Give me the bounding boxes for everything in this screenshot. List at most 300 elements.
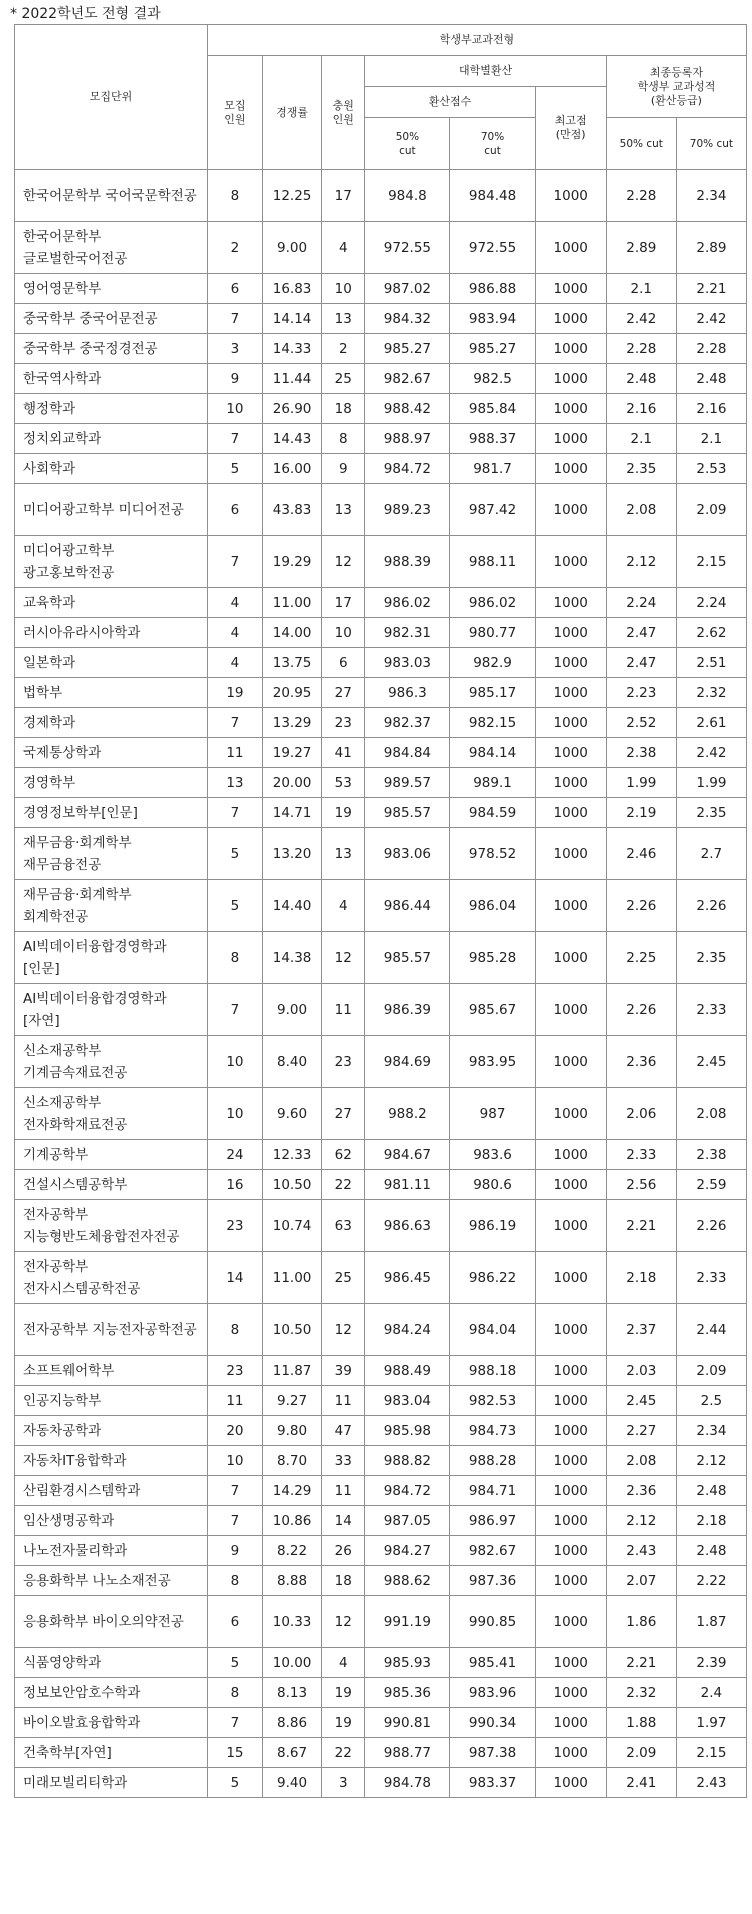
score70-cell: 989.1: [450, 768, 535, 798]
table-caption: * 2022학년도 전형 결과: [10, 6, 161, 22]
unit-cell: 재무금융·회계학부 재무금융전공: [15, 828, 208, 880]
max-cell: 1000: [535, 1170, 606, 1200]
unit-cell: 국제통상학과: [15, 738, 208, 768]
ratio-cell: 8.13: [262, 1678, 321, 1708]
unit-cell: 중국학부 중국정경전공: [15, 334, 208, 364]
grade70-cell: 2.26: [676, 880, 746, 932]
unit-cell: 바이오발효융합학과: [15, 1708, 208, 1738]
waitlist-cell: 19: [322, 798, 365, 828]
ratio-cell: 9.00: [262, 222, 321, 274]
ratio-cell: 13.20: [262, 828, 321, 880]
max-cell: 1000: [535, 1678, 606, 1708]
score70-cell: 984.48: [450, 170, 535, 222]
grade50-cell: 2.52: [606, 708, 676, 738]
ratio-cell: 8.67: [262, 1738, 321, 1768]
unit-cell: 미디어광고학부 미디어전공: [15, 484, 208, 536]
waitlist-cell: 63: [322, 1200, 365, 1252]
ratio-cell: 8.86: [262, 1708, 321, 1738]
max-cell: 1000: [535, 1738, 606, 1768]
max-cell: 1000: [535, 304, 606, 334]
table-row: [15, 484, 747, 536]
max-cell: 1000: [535, 222, 606, 274]
ratio-cell: 10.00: [262, 1648, 321, 1678]
unit-cell: 미디어광고학부 광고홍보학전공: [15, 536, 208, 588]
waitlist-cell: 53: [322, 768, 365, 798]
grade50-cell: 2.12: [606, 536, 676, 588]
max-cell: 1000: [535, 1648, 606, 1678]
header-univ-conv: 대학별환산: [365, 56, 606, 87]
grade50-cell: 2.18: [606, 1252, 676, 1304]
grade70-cell: 2.34: [676, 1416, 746, 1446]
ratio-cell: 11.00: [262, 1252, 321, 1304]
waitlist-cell: 17: [322, 588, 365, 618]
score70-cell: 986.19: [450, 1200, 535, 1252]
score50-cell: 986.63: [365, 1200, 450, 1252]
grade70-cell: 2.33: [676, 1252, 746, 1304]
ratio-cell: 19.29: [262, 536, 321, 588]
grade70-cell: 2.21: [676, 274, 746, 304]
grade70-cell: 2.48: [676, 364, 746, 394]
grade70-cell: 2.18: [676, 1506, 746, 1536]
ratio-cell: 14.71: [262, 798, 321, 828]
score70-cell: 983.37: [450, 1768, 535, 1798]
score70-cell: 982.9: [450, 648, 535, 678]
waitlist-cell: 18: [322, 394, 365, 424]
quota-cell: 4: [207, 588, 262, 618]
header-cut50: 50% cut: [365, 118, 450, 170]
table-row: [15, 984, 747, 1036]
ratio-cell: 9.40: [262, 1768, 321, 1798]
table-row: [15, 1566, 747, 1596]
grade50-cell: 2.89: [606, 222, 676, 274]
ratio-cell: 11.87: [262, 1356, 321, 1386]
score70-cell: 981.7: [450, 454, 535, 484]
score50-cell: 981.11: [365, 1170, 450, 1200]
ratio-cell: 14.33: [262, 334, 321, 364]
grade50-cell: 2.03: [606, 1356, 676, 1386]
grade70-cell: 1.99: [676, 768, 746, 798]
grade50-cell: 2.24: [606, 588, 676, 618]
grade50-cell: 2.45: [606, 1386, 676, 1416]
ratio-cell: 14.40: [262, 880, 321, 932]
waitlist-cell: 19: [322, 1678, 365, 1708]
score70-cell: 986.04: [450, 880, 535, 932]
table-row: [15, 1506, 747, 1536]
table-row: [15, 536, 747, 588]
quota-cell: 15: [207, 1738, 262, 1768]
grade70-cell: 2.09: [676, 484, 746, 536]
ratio-cell: 14.43: [262, 424, 321, 454]
header-final: 최종등록자 학생부 교과성적 (환산등급): [606, 56, 746, 118]
waitlist-cell: 12: [322, 1596, 365, 1648]
grade70-cell: 2.51: [676, 648, 746, 678]
grade50-cell: 2.47: [606, 648, 676, 678]
grade50-cell: 2.37: [606, 1304, 676, 1356]
waitlist-cell: 4: [322, 1648, 365, 1678]
grade50-cell: 2.06: [606, 1088, 676, 1140]
table-row: [15, 1088, 747, 1140]
unit-cell: 한국어문학부 글로벌한국어전공: [15, 222, 208, 274]
score70-cell: 984.59: [450, 798, 535, 828]
ratio-cell: 26.90: [262, 394, 321, 424]
max-cell: 1000: [535, 424, 606, 454]
score50-cell: 987.02: [365, 274, 450, 304]
unit-cell: 인공지능학부: [15, 1386, 208, 1416]
table-body: [15, 170, 747, 1798]
waitlist-cell: 3: [322, 1768, 365, 1798]
table-header: [15, 25, 747, 170]
score50-cell: 984.24: [365, 1304, 450, 1356]
waitlist-cell: 13: [322, 304, 365, 334]
unit-cell: 전자공학부 지능형반도체융합전자전공: [15, 1200, 208, 1252]
score50-cell: 985.27: [365, 334, 450, 364]
grade50-cell: 1.99: [606, 768, 676, 798]
unit-cell: 나노전자물리학과: [15, 1536, 208, 1566]
grade50-cell: 2.43: [606, 1536, 676, 1566]
grade50-cell: 1.86: [606, 1596, 676, 1648]
score70-cell: 983.95: [450, 1036, 535, 1088]
score50-cell: 984.72: [365, 454, 450, 484]
quota-cell: 8: [207, 932, 262, 984]
waitlist-cell: 11: [322, 1386, 365, 1416]
ratio-cell: 10.33: [262, 1596, 321, 1648]
ratio-cell: 8.88: [262, 1566, 321, 1596]
unit-cell: 자동차공학과: [15, 1416, 208, 1446]
unit-cell: 산림환경시스템학과: [15, 1476, 208, 1506]
table-row: [15, 932, 747, 984]
score70-cell: 988.11: [450, 536, 535, 588]
waitlist-cell: 39: [322, 1356, 365, 1386]
score70-cell: 986.97: [450, 1506, 535, 1536]
unit-cell: 전자공학부 지능전자공학전공: [15, 1304, 208, 1356]
score50-cell: 988.62: [365, 1566, 450, 1596]
unit-cell: 건축학부[자연]: [15, 1738, 208, 1768]
score50-cell: 988.77: [365, 1738, 450, 1768]
ratio-cell: 8.70: [262, 1446, 321, 1476]
table-row: [15, 1738, 747, 1768]
score50-cell: 986.45: [365, 1252, 450, 1304]
ratio-cell: 12.33: [262, 1140, 321, 1170]
quota-cell: 10: [207, 1036, 262, 1088]
ratio-cell: 8.40: [262, 1036, 321, 1088]
score70-cell: 990.34: [450, 1708, 535, 1738]
waitlist-cell: 14: [322, 1506, 365, 1536]
unit-cell: 미래모빌리티학과: [15, 1768, 208, 1798]
waitlist-cell: 33: [322, 1446, 365, 1476]
quota-cell: 5: [207, 1768, 262, 1798]
ratio-cell: 13.29: [262, 708, 321, 738]
table-row: [15, 1200, 747, 1252]
grade70-cell: 2.35: [676, 932, 746, 984]
unit-cell: 중국학부 중국어문전공: [15, 304, 208, 334]
max-cell: 1000: [535, 984, 606, 1036]
max-cell: 1000: [535, 536, 606, 588]
unit-cell: 정치외교학과: [15, 424, 208, 454]
quota-cell: 13: [207, 768, 262, 798]
grade50-cell: 1.88: [606, 1708, 676, 1738]
table-row: [15, 1140, 747, 1170]
unit-cell: 신소재공학부 기계금속재료전공: [15, 1036, 208, 1088]
ratio-cell: 14.00: [262, 618, 321, 648]
ratio-cell: 10.50: [262, 1304, 321, 1356]
score50-cell: 987.05: [365, 1506, 450, 1536]
grade50-cell: 2.19: [606, 798, 676, 828]
max-cell: 1000: [535, 454, 606, 484]
max-cell: 1000: [535, 1536, 606, 1566]
max-cell: 1000: [535, 364, 606, 394]
score50-cell: 988.39: [365, 536, 450, 588]
unit-cell: 러시아유라시아학과: [15, 618, 208, 648]
score50-cell: 972.55: [365, 222, 450, 274]
quota-cell: 9: [207, 364, 262, 394]
waitlist-cell: 62: [322, 1140, 365, 1170]
score70-cell: 985.41: [450, 1648, 535, 1678]
max-cell: 1000: [535, 1476, 606, 1506]
grade70-cell: 2.1: [676, 424, 746, 454]
max-cell: 1000: [535, 1768, 606, 1798]
ratio-cell: 12.25: [262, 170, 321, 222]
quota-cell: 10: [207, 1446, 262, 1476]
ratio-cell: 14.38: [262, 932, 321, 984]
max-cell: 1000: [535, 170, 606, 222]
waitlist-cell: 10: [322, 618, 365, 648]
grade50-cell: 2.28: [606, 170, 676, 222]
grade70-cell: 2.32: [676, 678, 746, 708]
grade50-cell: 2.21: [606, 1200, 676, 1252]
unit-cell: 임산생명공학과: [15, 1506, 208, 1536]
quota-cell: 23: [207, 1200, 262, 1252]
table-row: [15, 588, 747, 618]
unit-cell: 신소재공학부 전자화학재료전공: [15, 1088, 208, 1140]
score70-cell: 980.77: [450, 618, 535, 648]
ratio-cell: 19.27: [262, 738, 321, 768]
table-row: [15, 274, 747, 304]
grade50-cell: 2.35: [606, 454, 676, 484]
score50-cell: 990.81: [365, 1708, 450, 1738]
waitlist-cell: 4: [322, 880, 365, 932]
unit-cell: 소프트웨어학부: [15, 1356, 208, 1386]
grade50-cell: 2.47: [606, 618, 676, 648]
table-row: [15, 1304, 747, 1356]
waitlist-cell: 12: [322, 536, 365, 588]
score50-cell: 982.37: [365, 708, 450, 738]
max-cell: 1000: [535, 1386, 606, 1416]
ratio-cell: 9.27: [262, 1386, 321, 1416]
grade70-cell: 2.43: [676, 1768, 746, 1798]
quota-cell: 7: [207, 1506, 262, 1536]
unit-cell: 정보보안암호수학과: [15, 1678, 208, 1708]
quota-cell: 4: [207, 648, 262, 678]
ratio-cell: 10.74: [262, 1200, 321, 1252]
table-row: [15, 828, 747, 880]
score70-cell: 984.71: [450, 1476, 535, 1506]
waitlist-cell: 25: [322, 364, 365, 394]
ratio-cell: 14.29: [262, 1476, 321, 1506]
table-row: [15, 334, 747, 364]
waitlist-cell: 11: [322, 984, 365, 1036]
waitlist-cell: 11: [322, 1476, 365, 1506]
max-cell: 1000: [535, 1304, 606, 1356]
max-cell: 1000: [535, 394, 606, 424]
score70-cell: 985.84: [450, 394, 535, 424]
quota-cell: 20: [207, 1416, 262, 1446]
quota-cell: 7: [207, 304, 262, 334]
table-row: [15, 1446, 747, 1476]
grade50-cell: 2.27: [606, 1416, 676, 1446]
grade50-cell: 2.25: [606, 932, 676, 984]
score70-cell: 988.28: [450, 1446, 535, 1476]
table-row: [15, 1036, 747, 1088]
ratio-cell: 16.00: [262, 454, 321, 484]
max-cell: 1000: [535, 1036, 606, 1088]
waitlist-cell: 2: [322, 334, 365, 364]
unit-cell: 기계공학부: [15, 1140, 208, 1170]
header-cut70: 70% cut: [450, 118, 535, 170]
unit-cell: 사회학과: [15, 454, 208, 484]
header-quota: 모집 인원: [207, 56, 262, 170]
waitlist-cell: 12: [322, 932, 365, 984]
score70-cell: 982.67: [450, 1536, 535, 1566]
header-max: 최고점 (만점): [535, 87, 606, 170]
waitlist-cell: 19: [322, 1708, 365, 1738]
table-row: [15, 170, 747, 222]
grade70-cell: 2.39: [676, 1648, 746, 1678]
grade50-cell: 2.36: [606, 1036, 676, 1088]
unit-cell: 전자공학부 전자시스템공학전공: [15, 1252, 208, 1304]
header-ratio: 경쟁률: [262, 56, 321, 170]
table-row: [15, 1476, 747, 1506]
score70-cell: 972.55: [450, 222, 535, 274]
waitlist-cell: 47: [322, 1416, 365, 1446]
grade70-cell: 2.12: [676, 1446, 746, 1476]
table-row: [15, 798, 747, 828]
table-row: [15, 394, 747, 424]
grade50-cell: 2.07: [606, 1566, 676, 1596]
grade70-cell: 2.28: [676, 334, 746, 364]
grade50-cell: 2.56: [606, 1170, 676, 1200]
waitlist-cell: 25: [322, 1252, 365, 1304]
table-row: [15, 1536, 747, 1566]
grade70-cell: 2.16: [676, 394, 746, 424]
score70-cell: 983.6: [450, 1140, 535, 1170]
score50-cell: 986.02: [365, 588, 450, 618]
max-cell: 1000: [535, 334, 606, 364]
table-row: [15, 738, 747, 768]
ratio-cell: 13.75: [262, 648, 321, 678]
score50-cell: 984.84: [365, 738, 450, 768]
waitlist-cell: 22: [322, 1170, 365, 1200]
score70-cell: 990.85: [450, 1596, 535, 1648]
ratio-cell: 10.50: [262, 1170, 321, 1200]
score50-cell: 984.27: [365, 1536, 450, 1566]
score50-cell: 984.8: [365, 170, 450, 222]
max-cell: 1000: [535, 932, 606, 984]
quota-cell: 19: [207, 678, 262, 708]
waitlist-cell: 13: [322, 828, 365, 880]
grade70-cell: 2.35: [676, 798, 746, 828]
unit-cell: AI빅데이터융합경영학과[인문]: [15, 932, 208, 984]
unit-cell: AI빅데이터융합경영학과[자연]: [15, 984, 208, 1036]
max-cell: 1000: [535, 274, 606, 304]
grade70-cell: 2.48: [676, 1476, 746, 1506]
ratio-cell: 11.44: [262, 364, 321, 394]
grade50-cell: 2.21: [606, 1648, 676, 1678]
grade70-cell: 2.4: [676, 1678, 746, 1708]
waitlist-cell: 8: [322, 424, 365, 454]
score50-cell: 991.19: [365, 1596, 450, 1648]
max-cell: 1000: [535, 1708, 606, 1738]
grade50-cell: 2.09: [606, 1738, 676, 1768]
max-cell: 1000: [535, 708, 606, 738]
unit-cell: 경영학부: [15, 768, 208, 798]
quota-cell: 7: [207, 536, 262, 588]
unit-cell: 영어영문학부: [15, 274, 208, 304]
ratio-cell: 9.60: [262, 1088, 321, 1140]
grade70-cell: 2.62: [676, 618, 746, 648]
grade70-cell: 2.09: [676, 1356, 746, 1386]
grade70-cell: 2.15: [676, 536, 746, 588]
unit-cell: 일본학과: [15, 648, 208, 678]
table-row: [15, 1386, 747, 1416]
score50-cell: 988.97: [365, 424, 450, 454]
grade50-cell: 2.1: [606, 424, 676, 454]
quota-cell: 7: [207, 708, 262, 738]
quota-cell: 5: [207, 454, 262, 484]
unit-cell: 자동차IT융합학과: [15, 1446, 208, 1476]
table-row: [15, 1416, 747, 1446]
grade70-cell: 2.5: [676, 1386, 746, 1416]
table-row: [15, 708, 747, 738]
max-cell: 1000: [535, 1356, 606, 1386]
score70-cell: 982.15: [450, 708, 535, 738]
quota-cell: 8: [207, 1304, 262, 1356]
quota-cell: 11: [207, 1386, 262, 1416]
table-row: [15, 648, 747, 678]
quota-cell: 2: [207, 222, 262, 274]
table-row: [15, 880, 747, 932]
score50-cell: 988.82: [365, 1446, 450, 1476]
max-cell: 1000: [535, 1506, 606, 1536]
score50-cell: 984.72: [365, 1476, 450, 1506]
score70-cell: 985.17: [450, 678, 535, 708]
grade70-cell: 2.59: [676, 1170, 746, 1200]
max-cell: 1000: [535, 768, 606, 798]
table-row: [15, 454, 747, 484]
ratio-cell: 9.80: [262, 1416, 321, 1446]
quota-cell: 8: [207, 1566, 262, 1596]
table-row: [15, 1768, 747, 1798]
grade50-cell: 2.41: [606, 1768, 676, 1798]
table-row: [15, 1648, 747, 1678]
waitlist-cell: 27: [322, 1088, 365, 1140]
max-cell: 1000: [535, 828, 606, 880]
header-unit: 모집단위: [15, 25, 208, 170]
quota-cell: 7: [207, 984, 262, 1036]
score50-cell: 983.06: [365, 828, 450, 880]
table-row: [15, 1678, 747, 1708]
grade70-cell: 2.08: [676, 1088, 746, 1140]
quota-cell: 14: [207, 1252, 262, 1304]
score50-cell: 986.39: [365, 984, 450, 1036]
table-row: [15, 222, 747, 274]
waitlist-cell: 26: [322, 1536, 365, 1566]
max-cell: 1000: [535, 1446, 606, 1476]
score50-cell: 989.57: [365, 768, 450, 798]
max-cell: 1000: [535, 678, 606, 708]
quota-cell: 10: [207, 394, 262, 424]
grade50-cell: 2.48: [606, 364, 676, 394]
grade70-cell: 2.34: [676, 170, 746, 222]
